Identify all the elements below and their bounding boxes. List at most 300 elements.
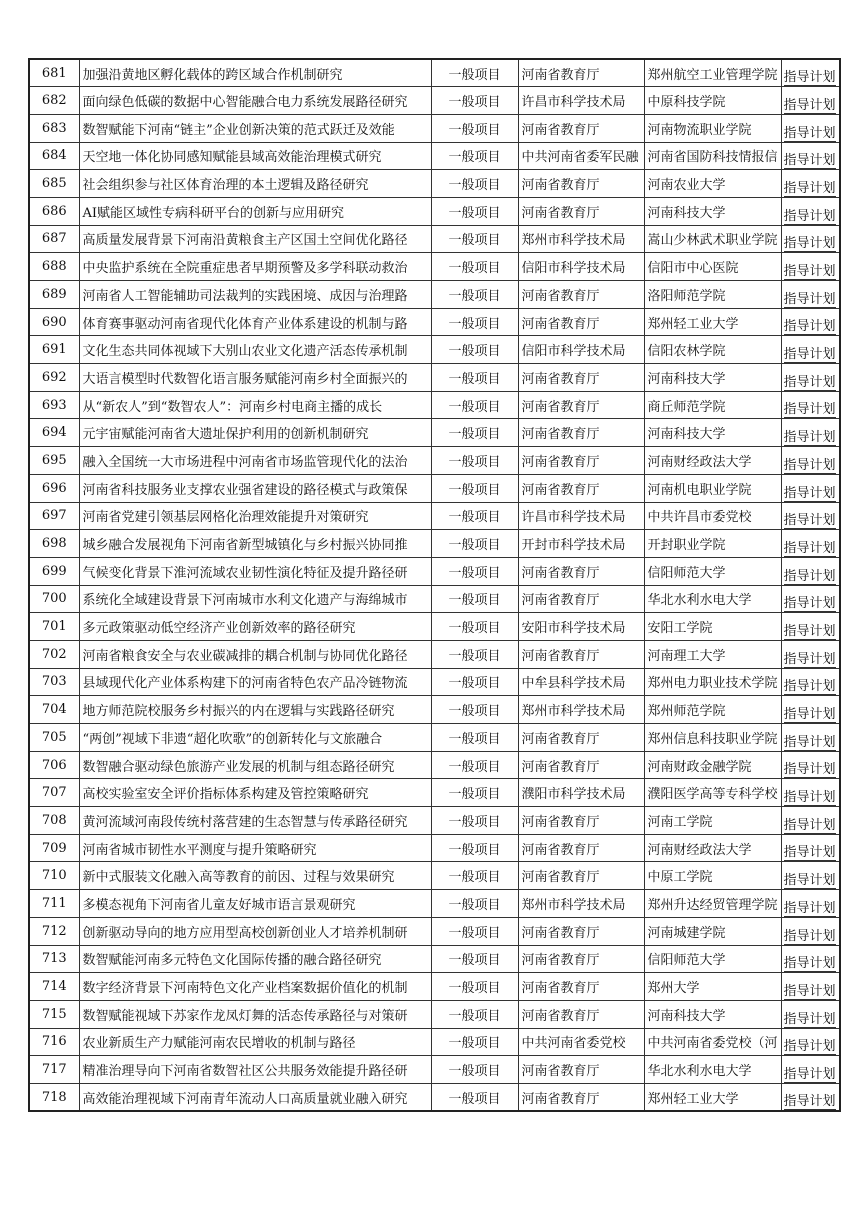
project-type-cell: 一般项目: [431, 668, 518, 696]
plan-category-cell: [781, 197, 840, 225]
table-row: [29, 87, 840, 115]
table-row: [29, 1056, 840, 1084]
undertaking-institution-cell: 河南省国防科技情报信: [644, 142, 781, 170]
project-type-cell: 一般项目: [431, 751, 518, 779]
table-row: [29, 225, 840, 253]
plan-category: 指导计划: [783, 596, 836, 612]
recommending-department-cell: 河南省教育厅: [518, 724, 644, 752]
project-number-cell: 706: [29, 751, 79, 779]
plan-category-cell: [781, 447, 840, 475]
project-number-cell: 688: [29, 253, 79, 281]
undertaking-institution-cell: 安阳工学院: [644, 613, 781, 641]
project-number-cell: 712: [29, 917, 79, 945]
table-row: [29, 336, 840, 364]
plan-category: 指导计划: [783, 319, 836, 335]
project-number-cell: 717: [29, 1056, 79, 1084]
table-row: [29, 696, 840, 724]
recommending-department-cell: 河南省教育厅: [518, 557, 644, 585]
plan-category-cell: [781, 419, 840, 447]
table-row: [29, 640, 840, 668]
project-number-cell: 693: [29, 391, 79, 419]
plan-category-cell: [781, 1028, 840, 1056]
project-title-cell: 文化生态共同体视域下大别山农业文化遗产活态传承机制: [79, 336, 431, 364]
plan-category-cell: [781, 59, 840, 87]
plan-category-cell: [781, 557, 840, 585]
undertaking-institution-cell: 河南科技大学: [644, 197, 781, 225]
project-title-cell: 气候变化背景下淮河流域农业韧性演化特征及提升路径研: [79, 557, 431, 585]
undertaking-institution-cell: 中共河南省委党校（河: [644, 1028, 781, 1056]
project-title-cell: 从“新农人”到“数智农人”：河南乡村电商主播的成长: [79, 391, 431, 419]
project-type-cell: 一般项目: [431, 142, 518, 170]
project-title-cell: 地方师范院校服务乡村振兴的内在逻辑与实践路径研究: [79, 696, 431, 724]
plan-category: 指导计划: [783, 374, 836, 390]
plan-category-cell: [781, 502, 840, 530]
plan-category: 指导计划: [783, 1066, 836, 1082]
plan-category: 指导计划: [783, 180, 836, 196]
recommending-department-cell: 河南省教育厅: [518, 1056, 644, 1084]
project-title-cell: 高效能治理视域下河南青年流动人口高质量就业融入研究: [79, 1083, 431, 1111]
undertaking-institution-cell: 华北水利水电大学: [644, 1056, 781, 1084]
plan-category: 指导计划: [783, 817, 836, 833]
table-row: [29, 557, 840, 585]
plan-category: 指导计划: [783, 264, 836, 279]
recommending-department-cell: 中共河南省委军民融: [518, 142, 644, 170]
undertaking-institution-cell: 开封职业学院: [644, 530, 781, 558]
plan-category-cell: [781, 225, 840, 253]
project-title-cell: AI赋能区域性专病科研平台的创新与应用研究: [79, 197, 431, 225]
undertaking-institution-cell: 华北水利水电大学: [644, 585, 781, 613]
plan-category: 指导计划: [783, 402, 836, 418]
project-title-cell: 城乡融合发展视角下河南省新型城镇化与乡村振兴协同推: [79, 530, 431, 558]
plan-category: 指导计划: [783, 1094, 836, 1110]
plan-category: 指导计划: [783, 1039, 836, 1055]
table-row: [29, 807, 840, 835]
table-row: [29, 364, 840, 392]
project-number-cell: 714: [29, 973, 79, 1001]
table-row: [29, 308, 840, 336]
project-number-cell: 718: [29, 1083, 79, 1111]
undertaking-institution-cell: 郑州轻工业大学: [644, 308, 781, 336]
recommending-department-cell: 中牟县科学技术局: [518, 668, 644, 696]
recommending-department-cell: 许昌市科学技术局: [518, 87, 644, 115]
undertaking-institution-cell: 河南城建学院: [644, 917, 781, 945]
recommending-department-cell: 河南省教育厅: [518, 1083, 644, 1111]
project-list-table: [28, 58, 841, 1112]
project-type-cell: 一般项目: [431, 779, 518, 807]
project-type-cell: 一般项目: [431, 1083, 518, 1111]
table-row: [29, 585, 840, 613]
recommending-department-cell: 河南省教育厅: [518, 751, 644, 779]
plan-category-cell: [781, 890, 840, 918]
table-row: [29, 945, 840, 973]
project-number-cell: 682: [29, 87, 79, 115]
undertaking-institution-cell: 商丘师范学院: [644, 391, 781, 419]
plan-category-cell: [781, 530, 840, 558]
undertaking-institution-cell: 郑州轻工业大学: [644, 1083, 781, 1111]
recommending-department-cell: 河南省教育厅: [518, 59, 644, 87]
plan-category-cell: [781, 613, 840, 641]
project-type-cell: 一般项目: [431, 419, 518, 447]
undertaking-institution-cell: 中原工学院: [644, 862, 781, 890]
undertaking-institution-cell: 河南机电职业学院: [644, 474, 781, 502]
plan-category-cell: [781, 1083, 840, 1111]
project-type-cell: 一般项目: [431, 917, 518, 945]
table-row: [29, 724, 840, 752]
plan-category: 指导计划: [783, 568, 836, 584]
project-type-cell: 一般项目: [431, 613, 518, 641]
plan-category: 指导计划: [783, 928, 836, 944]
plan-category: 指导计划: [783, 457, 836, 473]
table-row: [29, 1028, 840, 1056]
project-number-cell: 715: [29, 1000, 79, 1028]
project-type-cell: 一般项目: [431, 807, 518, 835]
undertaking-institution-cell: 洛阳师范学院: [644, 281, 781, 309]
plan-category-cell: [781, 973, 840, 1001]
project-number-cell: 700: [29, 585, 79, 613]
table-body: [29, 59, 840, 1111]
project-number-cell: 694: [29, 419, 79, 447]
project-title-cell: 大语言模型时代数智化语言服务赋能河南乡村全面振兴的: [79, 364, 431, 392]
project-number-cell: 707: [29, 779, 79, 807]
recommending-department-cell: 濮阳市科学技术局: [518, 779, 644, 807]
project-number-cell: 709: [29, 834, 79, 862]
project-type-cell: 一般项目: [431, 1028, 518, 1056]
project-title-cell: 融入全国统一大市场进程中河南省市场监管现代化的法治: [79, 447, 431, 475]
undertaking-institution-cell: 信阳农林学院: [644, 336, 781, 364]
plan-category-cell: [781, 696, 840, 724]
project-type-cell: 一般项目: [431, 973, 518, 1001]
project-number-cell: 708: [29, 807, 79, 835]
project-number-cell: 696: [29, 474, 79, 502]
plan-category-cell: [781, 253, 840, 281]
project-number-cell: 690: [29, 308, 79, 336]
recommending-department-cell: 河南省教育厅: [518, 364, 644, 392]
project-number-cell: 711: [29, 890, 79, 918]
recommending-department-cell: 河南省教育厅: [518, 474, 644, 502]
project-number-cell: 702: [29, 640, 79, 668]
project-number-cell: 692: [29, 364, 79, 392]
project-type-cell: 一般项目: [431, 364, 518, 392]
table-row: [29, 253, 840, 281]
project-title-cell: 新中式服装文化融入高等教育的前因、过程与效果研究: [79, 862, 431, 890]
undertaking-institution-cell: 中原科技学院: [644, 87, 781, 115]
project-type-cell: 一般项目: [431, 640, 518, 668]
undertaking-institution-cell: 中共许昌市委党校: [644, 502, 781, 530]
plan-category-cell: [781, 1000, 840, 1028]
project-type-cell: 一般项目: [431, 87, 518, 115]
plan-category: 指导计划: [783, 430, 836, 446]
table-row: [29, 114, 840, 142]
recommending-department-cell: 河南省教育厅: [518, 807, 644, 835]
recommending-department-cell: 信阳市科学技术局: [518, 336, 644, 364]
project-title-cell: 河南省人工智能辅助司法裁判的实践困境、成因与治理路: [79, 281, 431, 309]
plan-category: 指导计划: [783, 236, 836, 252]
plan-category: 指导计划: [783, 790, 836, 806]
plan-category-cell: [781, 391, 840, 419]
recommending-department-cell: 郑州市科学技术局: [518, 225, 644, 253]
table-row: [29, 502, 840, 530]
project-number-cell: 716: [29, 1028, 79, 1056]
undertaking-institution-cell: 河南工学院: [644, 807, 781, 835]
undertaking-institution-cell: 嵩山少林武术职业学院: [644, 225, 781, 253]
plan-category-cell: [781, 751, 840, 779]
project-number-cell: 697: [29, 502, 79, 530]
table-row: [29, 59, 840, 87]
undertaking-institution-cell: 信阳师范大学: [644, 945, 781, 973]
table-row: [29, 1083, 840, 1111]
recommending-department-cell: 河南省教育厅: [518, 391, 644, 419]
recommending-department-cell: 安阳市科学技术局: [518, 613, 644, 641]
project-title-cell: 精准治理导向下河南省数智社区公共服务效能提升路径研: [79, 1056, 431, 1084]
project-title-cell: 河南省粮食安全与农业碳减排的耦合机制与协同优化路径: [79, 640, 431, 668]
project-type-cell: 一般项目: [431, 391, 518, 419]
undertaking-institution-cell: 河南财经政法大学: [644, 834, 781, 862]
project-number-cell: 683: [29, 114, 79, 142]
project-type-cell: 一般项目: [431, 225, 518, 253]
undertaking-institution-cell: 河南科技大学: [644, 1000, 781, 1028]
undertaking-institution-cell: 河南财政金融学院: [644, 751, 781, 779]
project-type-cell: 一般项目: [431, 281, 518, 309]
project-title-cell: 河南省党建引领基层网格化治理效能提升对策研究: [79, 502, 431, 530]
table-row: [29, 834, 840, 862]
plan-category-cell: [781, 87, 840, 115]
table-row: [29, 668, 840, 696]
project-title-cell: 体育赛事驱动河南省现代化体育产业体系建设的机制与路: [79, 308, 431, 336]
plan-category-cell: [781, 1056, 840, 1084]
project-type-cell: 一般项目: [431, 530, 518, 558]
project-title-cell: 创新驱动导向的地方应用型高校创新创业人才培养机制研: [79, 917, 431, 945]
project-title-cell: 高质量发展背景下河南沿黄粮食主产区国土空间优化路径: [79, 225, 431, 253]
plan-category-cell: [781, 640, 840, 668]
undertaking-institution-cell: 郑州航空工业管理学院: [644, 59, 781, 87]
project-title-cell: 社会组织参与社区体育治理的本土逻辑及路径研究: [79, 170, 431, 198]
project-title-cell: 数智融合驱动绿色旅游产业发展的机制与组态路径研究: [79, 751, 431, 779]
plan-category-cell: [781, 364, 840, 392]
recommending-department-cell: 信阳市科学技术局: [518, 253, 644, 281]
table-row: [29, 1000, 840, 1028]
project-type-cell: 一般项目: [431, 945, 518, 973]
plan-category: 指导计划: [783, 623, 836, 639]
project-title-cell: 多元政策驱动低空经济产业创新效率的路径研究: [79, 613, 431, 641]
project-title-cell: 多模态视角下河南省儿童友好城市语言景观研究: [79, 890, 431, 918]
undertaking-institution-cell: 郑州电力职业技术学院: [644, 668, 781, 696]
project-type-cell: 一般项目: [431, 114, 518, 142]
recommending-department-cell: 河南省教育厅: [518, 945, 644, 973]
table-row: [29, 530, 840, 558]
plan-category-cell: [781, 585, 840, 613]
project-number-cell: 686: [29, 197, 79, 225]
table-row: [29, 917, 840, 945]
project-number-cell: 681: [29, 59, 79, 87]
project-type-cell: 一般项目: [431, 197, 518, 225]
project-number-cell: 687: [29, 225, 79, 253]
plan-category: 指导计划: [783, 762, 836, 778]
plan-category-cell: [781, 281, 840, 309]
project-type-cell: 一般项目: [431, 585, 518, 613]
undertaking-institution-cell: 郑州升达经贸管理学院: [644, 890, 781, 918]
project-type-cell: 一般项目: [431, 447, 518, 475]
project-type-cell: 一般项目: [431, 724, 518, 752]
table-row: [29, 142, 840, 170]
recommending-department-cell: 河南省教育厅: [518, 585, 644, 613]
project-number-cell: 710: [29, 862, 79, 890]
project-type-cell: 一般项目: [431, 890, 518, 918]
project-type-cell: 一般项目: [431, 502, 518, 530]
project-type-cell: 一般项目: [431, 308, 518, 336]
project-type-cell: 一般项目: [431, 170, 518, 198]
plan-category: 指导计划: [783, 679, 836, 695]
table-row: [29, 862, 840, 890]
plan-category: 指导计划: [783, 651, 836, 667]
plan-category: 指导计划: [783, 125, 836, 141]
recommending-department-cell: 中共河南省委党校: [518, 1028, 644, 1056]
plan-category-cell: [781, 114, 840, 142]
undertaking-institution-cell: 河南物流职业学院: [644, 114, 781, 142]
table-row: [29, 170, 840, 198]
project-number-cell: 689: [29, 281, 79, 309]
plan-category: 指导计划: [783, 983, 836, 999]
plan-category-cell: [781, 807, 840, 835]
recommending-department-cell: 河南省教育厅: [518, 640, 644, 668]
project-type-cell: 一般项目: [431, 336, 518, 364]
project-number-cell: 695: [29, 447, 79, 475]
recommending-department-cell: 开封市科学技术局: [518, 530, 644, 558]
project-title-cell: 数字经济背景下河南特色文化产业档案数据价值化的机制: [79, 973, 431, 1001]
recommending-department-cell: 河南省教育厅: [518, 1000, 644, 1028]
project-number-cell: 699: [29, 557, 79, 585]
project-title-cell: 元宇宙赋能河南省大遗址保护利用的创新机制研究: [79, 419, 431, 447]
recommending-department-cell: 许昌市科学技术局: [518, 502, 644, 530]
plan-category-cell: [781, 862, 840, 890]
undertaking-institution-cell: 濮阳医学高等专科学校: [644, 779, 781, 807]
undertaking-institution-cell: 河南理工大学: [644, 640, 781, 668]
plan-category: 指导计划: [783, 485, 836, 501]
table-row: [29, 973, 840, 1001]
recommending-department-cell: 郑州市科学技术局: [518, 890, 644, 918]
project-number-cell: 703: [29, 668, 79, 696]
recommending-department-cell: 河南省教育厅: [518, 862, 644, 890]
table-row: [29, 447, 840, 475]
plan-category: 指导计划: [783, 291, 836, 307]
project-title-cell: 面向绿色低碳的数据中心智能融合电力系统发展路径研究: [79, 87, 431, 115]
plan-category-cell: [781, 834, 840, 862]
project-number-cell: 701: [29, 613, 79, 641]
plan-category: 指导计划: [783, 900, 836, 916]
recommending-department-cell: 河南省教育厅: [518, 917, 644, 945]
project-title-cell: 河南省城市韧性水平测度与提升策略研究: [79, 834, 431, 862]
table-row: [29, 391, 840, 419]
plan-category: 指导计划: [783, 70, 836, 86]
recommending-department-cell: 河南省教育厅: [518, 834, 644, 862]
plan-category: 指导计划: [783, 707, 836, 722]
plan-category: 指导计划: [783, 845, 836, 861]
plan-category: 指导计划: [783, 208, 836, 224]
project-title-cell: 天空地一体化协同感知赋能县域高效能治理模式研究: [79, 142, 431, 170]
project-title-cell: 农业新质生产力赋能河南农民增收的机制与路径: [79, 1028, 431, 1056]
project-title-cell: 县域现代化产业体系构建下的河南省特色农产品冷链物流: [79, 668, 431, 696]
recommending-department-cell: 河南省教育厅: [518, 419, 644, 447]
project-number-cell: 704: [29, 696, 79, 724]
project-number-cell: 698: [29, 530, 79, 558]
project-number-cell: 684: [29, 142, 79, 170]
project-title-cell: 中央监护系统在全院重症患者早期预警及多学科联动救治: [79, 253, 431, 281]
project-title-cell: 数智赋能下河南“链主”企业创新决策的范式跃迁及效能: [79, 114, 431, 142]
project-type-cell: 一般项目: [431, 253, 518, 281]
project-number-cell: 691: [29, 336, 79, 364]
plan-category: 指导计划: [783, 153, 836, 169]
undertaking-institution-cell: 信阳师范大学: [644, 557, 781, 585]
project-type-cell: 一般项目: [431, 59, 518, 87]
table-row: [29, 751, 840, 779]
project-title-cell: 高校实验室安全评价指标体系构建及管控策略研究: [79, 779, 431, 807]
plan-category-cell: [781, 724, 840, 752]
plan-category-cell: [781, 668, 840, 696]
undertaking-institution-cell: 信阳市中心医院: [644, 253, 781, 281]
recommending-department-cell: 河南省教育厅: [518, 973, 644, 1001]
recommending-department-cell: 河南省教育厅: [518, 197, 644, 225]
project-title-cell: 数智赋能河南多元特色文化国际传播的融合路径研究: [79, 945, 431, 973]
recommending-department-cell: 河南省教育厅: [518, 308, 644, 336]
undertaking-institution-cell: 郑州师范学院: [644, 696, 781, 724]
project-title-cell: 数智赋能视域下苏家作龙凤灯舞的活态传承路径与对策研: [79, 1000, 431, 1028]
project-type-cell: 一般项目: [431, 474, 518, 502]
recommending-department-cell: 河南省教育厅: [518, 114, 644, 142]
undertaking-institution-cell: 郑州大学: [644, 973, 781, 1001]
plan-category: 指导计划: [783, 1011, 836, 1027]
project-type-cell: 一般项目: [431, 1056, 518, 1084]
plan-category-cell: [781, 474, 840, 502]
project-title-cell: 河南省科技服务业支撑农业强省建设的路径模式与政策保: [79, 474, 431, 502]
plan-category-cell: [781, 917, 840, 945]
recommending-department-cell: 河南省教育厅: [518, 447, 644, 475]
undertaking-institution-cell: 河南科技大学: [644, 419, 781, 447]
table-row: [29, 474, 840, 502]
project-type-cell: 一般项目: [431, 834, 518, 862]
undertaking-institution-cell: 河南科技大学: [644, 364, 781, 392]
table-row: [29, 890, 840, 918]
plan-category: 指导计划: [783, 540, 836, 556]
plan-category: 指导计划: [783, 347, 836, 363]
plan-category-cell: [781, 945, 840, 973]
plan-category: 指导计划: [783, 873, 836, 889]
project-number-cell: 713: [29, 945, 79, 973]
project-type-cell: 一般项目: [431, 1000, 518, 1028]
plan-category-cell: [781, 308, 840, 336]
recommending-department-cell: 河南省教育厅: [518, 170, 644, 198]
project-type-cell: 一般项目: [431, 557, 518, 585]
plan-category: 指导计划: [783, 97, 836, 113]
project-title-cell: 黄河流域河南段传统村落营建的生态智慧与传承路径研究: [79, 807, 431, 835]
project-title-cell: “两创”视域下非遗“超化吹歌”的创新转化与文旅融合: [79, 724, 431, 752]
table-row: [29, 613, 840, 641]
project-type-cell: 一般项目: [431, 696, 518, 724]
plan-category-cell: [781, 142, 840, 170]
recommending-department-cell: 河南省教育厅: [518, 281, 644, 309]
table-row: [29, 779, 840, 807]
plan-category-cell: [781, 336, 840, 364]
undertaking-institution-cell: 河南农业大学: [644, 170, 781, 198]
project-title-cell: 加强沿黄地区孵化载体的跨区域合作机制研究: [79, 59, 431, 87]
project-title-cell: 系统化全域建设背景下河南城市水利文化遗产与海绵城市: [79, 585, 431, 613]
table-row: [29, 197, 840, 225]
recommending-department-cell: 郑州市科学技术局: [518, 696, 644, 724]
undertaking-institution-cell: 郑州信息科技职业学院: [644, 724, 781, 752]
table-row: [29, 281, 840, 309]
plan-category: 指导计划: [783, 734, 836, 750]
project-number-cell: 685: [29, 170, 79, 198]
project-type-cell: 一般项目: [431, 862, 518, 890]
plan-category: 指导计划: [783, 513, 836, 529]
